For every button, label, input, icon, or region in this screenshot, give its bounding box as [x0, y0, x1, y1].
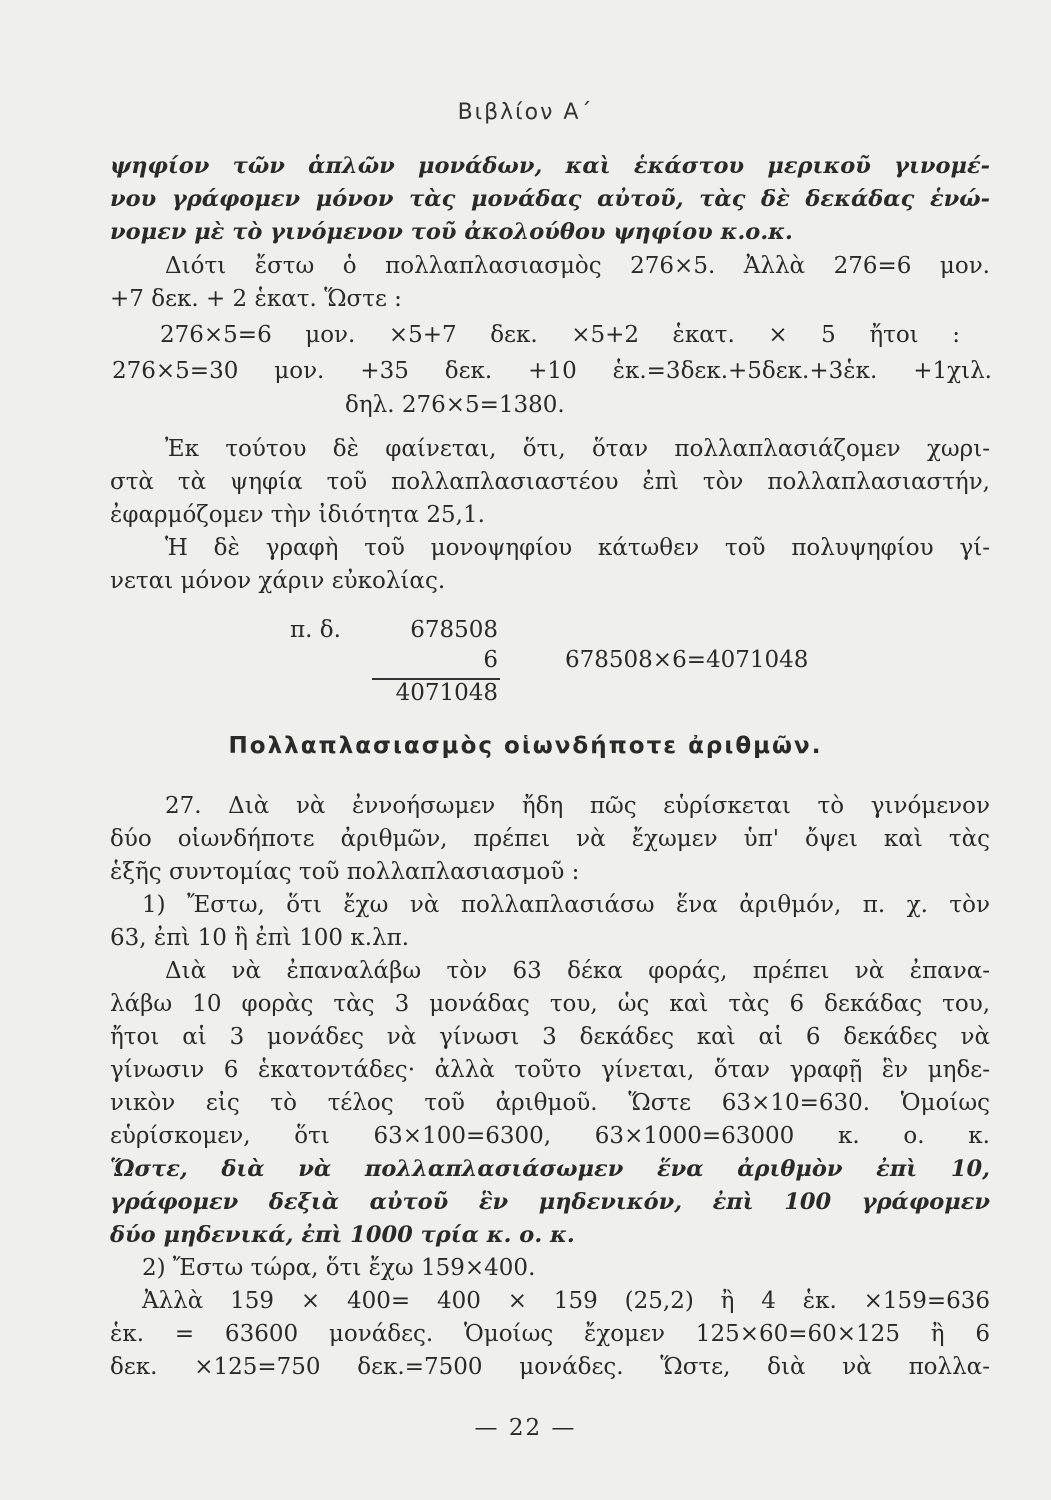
text-line: νικὸν εἰς τὸ τέλος τοῦ ἀριθμοῦ. Ὥστε 63×10=630. Ὁμοίως — [110, 1090, 990, 1116]
multiplicand: 678508 — [410, 617, 498, 643]
text-line: ἤτοι αἱ 3 μονάδες νὰ γίνωσι 3 δεκάδες καὶ αἱ 6 δεκάδες νὰ — [110, 1024, 990, 1050]
example-equation: 678508×6=4071048 — [565, 647, 809, 673]
text-line: 2) Ἔστω τώρα, ὅτι ἔχω 159×400. — [142, 1255, 536, 1281]
text-line: νου γράφομεν μόνον τὰς μονάδας αὐτοῦ, τὰς δὲ δεκάδας ἑνώ- — [110, 186, 990, 212]
text-line: δεκ. ×125=750 δεκ.=7500 μονάδες. Ὥστε, διὰ νὰ πολλα- — [110, 1354, 990, 1380]
text-line: στὰ τὰ ψηφία τοῦ πολλαπλασιαστέου ἐπὶ τὸν πολλαπλασιαστήν, — [110, 469, 990, 495]
equation-line: 276×5=6 μον. ×5+7 δεκ. ×5+2 ἑκατ. × 5 ἤτοι : — [160, 322, 960, 348]
explanation-paragraph — [110, 433, 990, 598]
product: 4071048 — [395, 680, 498, 706]
text-line: Ἐκ τούτου δὲ φαίνεται, ὅτι, ὅταν πολλαπλασιάζομεν χωρι- — [165, 436, 990, 462]
text-line: Ὥστε, διὰ νὰ πολλαπλασιάσωμεν ἕνα ἀριθμὸν ἐπὶ 10, — [110, 1156, 990, 1182]
text-line: γίνωσιν 6 ἑκατοντάδες· ἀλλὰ τοῦτο γίνεται, ὅταν γραφῇ ἓν μηδε- — [110, 1057, 990, 1083]
text-line: 1) Ἔστω, ὅτι ἔχω νὰ πολλαπλασιάσω ἕνα ἀριθμόν, π. χ. τὸν — [142, 892, 990, 918]
text-line: εὑρίσκομεν, ὅτι 63×100=6300, 63×1000=63000 κ. ο. κ. — [110, 1123, 990, 1149]
text-line: λάβω 10 φορὰς τὰς 3 μονάδας του, ὡς καὶ τὰς 6 δεκάδας του, — [110, 991, 990, 1017]
text-line: δύο οἱωνδήποτε ἀριθμῶν, πρέπει νὰ ἔχωμεν ὑπ' ὄψει καὶ τὰς — [110, 826, 990, 852]
text-line: ἑξῆς συντομίας τοῦ πολλαπλασιασμοῦ : — [110, 859, 580, 885]
proof-paragraph — [110, 250, 990, 316]
equation-line: 276×5=30 μον. +35 δεκ. +10 ἑκ.=3δεκ.+5δεκ.+3ἑκ. +1χιλ. — [112, 358, 992, 384]
body-text — [110, 790, 990, 1384]
intro-paragraph — [110, 150, 990, 249]
text-line: 27. Διὰ νὰ ἐννοήσωμεν ἤδη πῶς εὑρίσκεται τὸ γινόμενον — [165, 793, 990, 819]
text-line: +7 δεκ. + 2 ἑκατ. Ὥστε : — [110, 286, 402, 312]
equation-line: δηλ. 276×5=1380. — [345, 392, 565, 418]
example-label: π. δ. — [290, 617, 341, 643]
text-line: Ἡ δὲ γραφὴ τοῦ μονοψηφίου κάτωθεν τοῦ πολυψηφίου γί- — [165, 535, 990, 561]
page-number: — 22 — — [474, 1415, 577, 1441]
text-line: ψηφίον τῶν ἁπλῶν μονάδων, καὶ ἑκάστου μερικοῦ γινομέ- — [110, 153, 990, 179]
text-line: δύο μηδενικά, ἐπὶ 1000 τρία κ. ο. κ. — [110, 1222, 575, 1248]
text-line: ἑκ. = 63600 μονάδες. Ὁμοίως ἔχομεν 125×60=60×125 ἢ 6 — [110, 1321, 990, 1347]
text-line: Ἀλλὰ 159 × 400= 400 × 159 (25,2) ἢ 4 ἑκ. ×159=636 — [142, 1288, 990, 1314]
section-title: Πολλαπλασιασμὸς οἱωνδήποτε ἀριθμῶν. — [228, 733, 823, 759]
text-line: Διότι ἔστω ὁ πολλαπλασιασμὸς 276×5. Ἀλλὰ 276=6 μον. — [165, 253, 990, 279]
multiplier: 6 — [483, 647, 498, 673]
text-line: νεται μόνον χάριν εὐκολίας. — [110, 568, 446, 594]
text-line: 63, ἐπὶ 10 ἢ ἐπὶ 100 κ.λπ. — [110, 925, 410, 951]
text-line: ἐφαρμόζομεν τὴν ἰδιότητα 25,1. — [110, 502, 485, 528]
text-line: γράφομεν δεξιὰ αὐτοῦ ἓν μηδενικόν, ἐπὶ 100 γράφομεν — [110, 1189, 990, 1215]
text-line: νομεν μὲ τὸ γινόμενον τοῦ ἀκολούθου ψηφίου κ.ο.κ. — [110, 219, 793, 245]
text-line: Διὰ νὰ ἐπαναλάβω τὸν 63 δέκα φοράς, πρέπει νὰ ἐπανα- — [165, 958, 990, 984]
running-header: Βιβλίον Α΄ — [457, 100, 594, 125]
